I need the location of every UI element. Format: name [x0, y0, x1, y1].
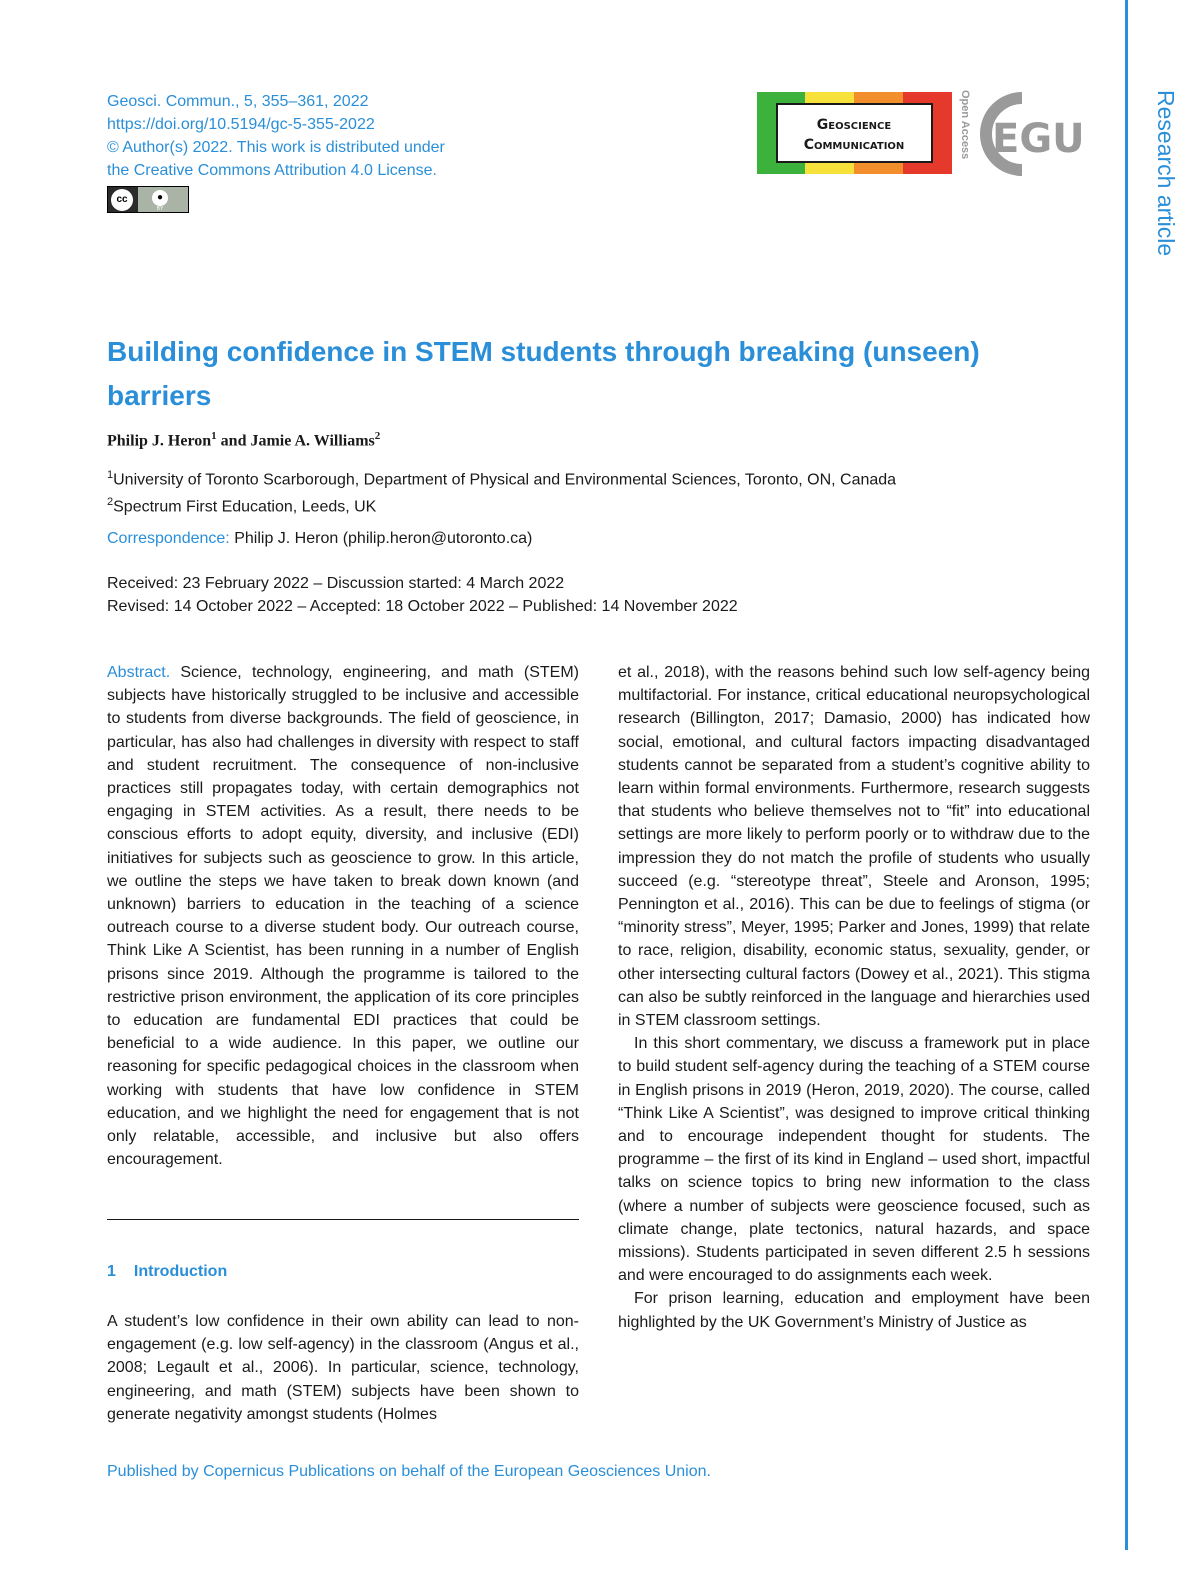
- author-name: Jamie A. Williams: [250, 432, 375, 450]
- article-type-label: [1151, 90, 1179, 285]
- copyright-line: © Author(s) 2022. This work is distributed under: [107, 139, 445, 156]
- paragraph: For prison learning, education and employment have been highlighted by the UK Government’s Ministry of Justice as: [618, 1290, 1090, 1331]
- dates-line-published: Revised: 14 October 2022 – Accepted: 18 October 2022 – Published: 14 November 2022: [107, 598, 738, 615]
- affiliation-mark: 1: [107, 469, 114, 481]
- article-title: Building confidence in STEM students through breaking (unseen) barriers: [107, 336, 980, 411]
- correspondence-text[interactable]: Philip J. Heron (philip.heron@utoronto.ca): [234, 530, 533, 547]
- author-affiliation-mark: 2: [374, 430, 381, 442]
- article-type-text: Research article: [1153, 90, 1179, 257]
- author-join: and: [220, 432, 247, 450]
- correspondence: [107, 530, 532, 548]
- article-metadata: [107, 90, 445, 182]
- egu-logo: [958, 86, 1090, 182]
- by-label: BY: [156, 206, 164, 212]
- cc-icon: cc: [111, 189, 133, 211]
- affiliation-item: [107, 464, 896, 491]
- open-access-label: Open Access: [959, 90, 971, 160]
- doi-link[interactable]: https://doi.org/10.5194/gc-5-355-2022: [107, 116, 375, 133]
- affiliation-text: Spectrum First Education, Leeds, UK: [113, 498, 377, 516]
- section-heading-introduction: [107, 1263, 227, 1281]
- section-divider: [107, 1219, 579, 1220]
- paragraph: A student’s low confidence in their own ability can lead to non-engagement (e.g. low self-agency) in the classroom (Angus et al., 2008; Legault et al., 2006). In particular, science, technology, engineering, and math (STEM) subjects have been shown to generate negativity amongst students (Holmes: [107, 1313, 579, 1423]
- license-line[interactable]: the Creative Commons Attribution 4.0 License.: [107, 162, 437, 179]
- egu-wordmark: EGU: [992, 116, 1085, 162]
- logo-word-geoscience: Geoscience: [816, 117, 892, 133]
- publisher-footer: Published by Copernicus Publications on behalf of the European Geosciences Union.: [107, 1463, 711, 1480]
- introduction-column-right: [618, 661, 1090, 1334]
- section-title: Introduction: [133, 1263, 228, 1280]
- cc-by-license-icon[interactable]: [107, 186, 189, 213]
- author-affiliation-mark: 1: [211, 430, 217, 442]
- paragraph: et al., 2018), with the reasons behind such low self-agency being multifactorial. For instance, critical educational neuropsychological research (Billington, 2017; Damasio, 2000) has indicated how social, emotional, and cultural factors impacting disadvantaged students cannot be separated from a student’s cognitive ability to learn within formal environments. Furthermore, research suggests that students who believe themselves not to “fit” into educational settings are more likely to perform poorly or to withdraw due to the impression they do not match the profile of students who usually succeed (e.g. “stereotype threat”, Steele and Aronson, 1995; Pennington et al., 2016). This can be due to feelings of stigma (or “minority stress”, Meyer, 1995; Parker and Jones, 1999) that relate to race, religion, disability, economic status, sexuality, gender, or other intersecting cultural factors (Dowey et al., 2021). This stigma can also be subtly reinforced in the language and hierarchies used in STEM classroom settings.: [618, 664, 1090, 1030]
- abstract-text: Science, technology, engineering, and math (STEM) subjects have historically struggled to be inclusive and accessible to students from diverse backgrounds. The field of geoscience, in particular, has also had challenges in diversity with respect to staff and student recruitment. The consequence of non-inclusive practices still propagates today, with certain demographics not engaging in STEM activities. As a result, there needs to be conscious efforts to adopt equity, diversity, and inclusive (EDI) initiatives for subjects such as geoscience to grow. In this article, we outline the steps we have taken to break down known (and unknown) barriers to education in the teaching of a science outreach course to a diverse student body. Our outreach course, Think Like A Scientist, has been running in a number of English prisons since 2019. Although the programme is tailored to the restrictive prison environment, the application of its core principles to education are fundamental EDI practices that could be beneficial to a wide audience. In this paper, we outline our reasoning for specific pedagogical choices in the classroom when working with students that have low confidence in STEM education, and we highlight the need for engagement that is not only relatable, accessible, and inclusive but also offers encouragement.: [107, 664, 579, 1169]
- journal-citation: Geosci. Commun., 5, 355–361, 2022: [107, 93, 369, 110]
- logo-word-communication: Communication: [803, 137, 905, 153]
- affiliation-mark: 2: [107, 496, 114, 509]
- introduction-column-left: [107, 1310, 579, 1426]
- publication-dates: [107, 572, 738, 618]
- author-name: Philip J. Heron: [107, 432, 212, 450]
- person-icon: ●: [152, 190, 168, 206]
- abstract-column: [107, 661, 579, 1171]
- geoscience-communication-logo: [757, 92, 952, 174]
- abstract: [107, 661, 579, 1171]
- affiliations: [107, 464, 896, 519]
- affiliation-item: [107, 491, 896, 518]
- section-number: 1: [107, 1263, 116, 1280]
- dates-line-received: Received: 23 February 2022 – Discussion started: 4 March 2022: [107, 575, 565, 592]
- author-list: [107, 430, 380, 450]
- abstract-label: Abstract.: [107, 664, 171, 681]
- paragraph: In this short commentary, we discuss a framework put in place to build student self-agency during the teaching of a STEM course in English prisons in 2019 (Heron, 2019, 2020). The course, called “Think Like A Scientist”, was designed to improve critical thinking and to encourage independent thought for students. The programme – the first of its kind in England – used short, impactful talks on science topics to bring new information to the class (where a number of subjects were geoscience focused, such as climate change, plate tectonics, natural hazards, and space missions). Students participated in seven different 2.5 h sessions and were encouraged to do assignments each week.: [618, 1035, 1090, 1285]
- margin-rule: [1125, 0, 1128, 1550]
- affiliation-text: University of Toronto Scarborough, Department of Physical and Environmental Sciences, Toronto, ON, Canada: [113, 471, 897, 489]
- correspondence-label: Correspondence:: [107, 530, 230, 547]
